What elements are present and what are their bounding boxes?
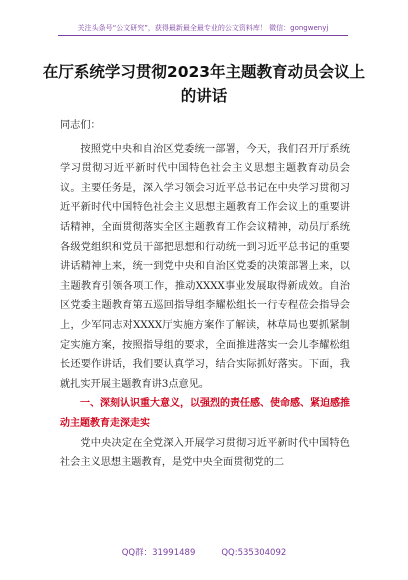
- paragraph-intro: 按照党中央和自治区党委统一部署，今天，我们召开厅系统学习贯彻习近平新时代中国特色社会主义思想主题教育动员会议。主要任务是，深入学习领会习近平总书记在中央学习贯彻习近平新时代中国特色社会主义思想主题教育工作会议上的重要讲话精神，全面贯彻落实全区主题教育工作会议精神，动员厅系统各级党组织和党员干部把思想和行动统一到习近平总书记的重要讲话精神上来，统一到党中央和自治区党委的决策部署上来，以主题教育引领各项工作，推动XXXX事业发展取得新成效。自治区党委主题教育第五巡回指导组李耀松组长一行专程莅会指导会上，少军同志对XXXX厅实施方案作了解读，林草局也要抓紧制定实施方案，按照指导组的要求，全面推进落实一会儿李耀松组长还要作讲话，我们要认真学习，结合实际抓好落实。下面，我就扎实开展主题教育讲3点意见。: [60, 143, 350, 390]
- section-heading-1: 一、深刻认识重大意义，以强烈的责任感、使命感、紧迫感推动主题教育走深走实: [60, 398, 350, 429]
- paragraph-section-1: 党中央决定在全党深入开展学习贯彻习近平新时代中国特色社会主义思想主题教育，是党中央全面贯彻党的二: [60, 437, 350, 469]
- header-divider: [58, 35, 348, 36]
- footer-contact: [0, 546, 408, 558]
- document-body: [60, 116, 350, 473]
- footer-qq: QQ:535304092: [221, 548, 287, 558]
- footer-qq-group: QQ群：31991489: [121, 548, 196, 558]
- header-banner: 关注头条号“公文研究”，获得最新最全最专业的公文资料库！ 微信：gongwenyj: [77, 24, 329, 32]
- document-title: 在厅系统学习贯彻2023年主题教育动员会议上的讲话: [42, 63, 366, 105]
- salutation: 同志们：: [60, 120, 101, 131]
